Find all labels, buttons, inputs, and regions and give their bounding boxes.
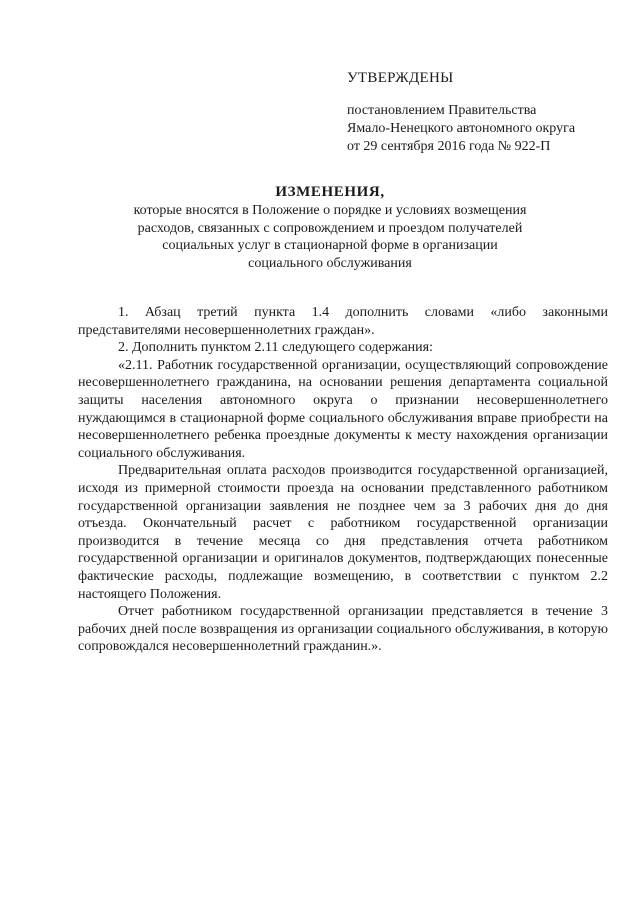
paragraph-item-2: 2. Дополнить пунктом 2.11 следующего содержания: — [118, 340, 433, 356]
approval-line: постановлением Правительства — [347, 103, 537, 118]
paragraph-clause-2-11: «2.11. Работник государственной организации, осуществляющий сопровождение несовершеннолетнего гражданина, на основании решения департамента социальной защиты населения автономного округа о признании несовершеннолетнего нуждающимся в стационарной форме социального обслуживания вправе приобрести на несовершеннолетнего ребенка проездные документы к месту нахождения организации социального обслуживания. — [78, 357, 608, 461]
approval-heading: УТВЕРЖДЕНЫ — [347, 70, 454, 86]
document-title: ИЗМЕНЕНИЯ, — [275, 184, 385, 200]
subtitle-line: социального обслуживания — [248, 255, 412, 271]
paragraph-item-1: 1. Абзац третий пункта 1.4 дополнить словами «либо законными представителями несовершеннолетних граждан». — [78, 305, 608, 338]
approval-line: Ямало-Ненецкого автономного округа — [347, 121, 576, 136]
paragraph-report: Отчет работником государственной организации представляется в течение 3 рабочих дней после возвращения из организации социального обслуживания, в которую сопровождался несовершеннолетний гражданин.». — [78, 604, 608, 655]
document-body — [78, 304, 608, 656]
subtitle-line: расходов, связанных с сопровождением и проездом получателей — [137, 220, 523, 236]
subtitle-line: которые вносятся в Положение о порядке и условиях возмещения — [133, 203, 527, 218]
paragraph-prepayment: Предварительная оплата расходов производится государственной организацией, исходя из примерной стоимости проезда на основании представленного работником государственной организации заявления не позднее чем за 3 рабочих дня до дня отъезда. Окончательный расчет с работником государственной организации производится в течение месяца со дня представления отчета работником государственной организации и оригиналов документов, подтверждающих понесенные фактические расходы, подлежащие возмещению, в соответствии с пунктом 2.2 настоящего Положения. — [78, 463, 608, 602]
approval-block — [347, 68, 617, 156]
approval-line: от 29 сентября 2016 года № 922-П — [347, 139, 551, 154]
title-block — [90, 182, 570, 272]
subtitle-line: социальных услуг в стационарной форме в организации — [162, 238, 498, 253]
